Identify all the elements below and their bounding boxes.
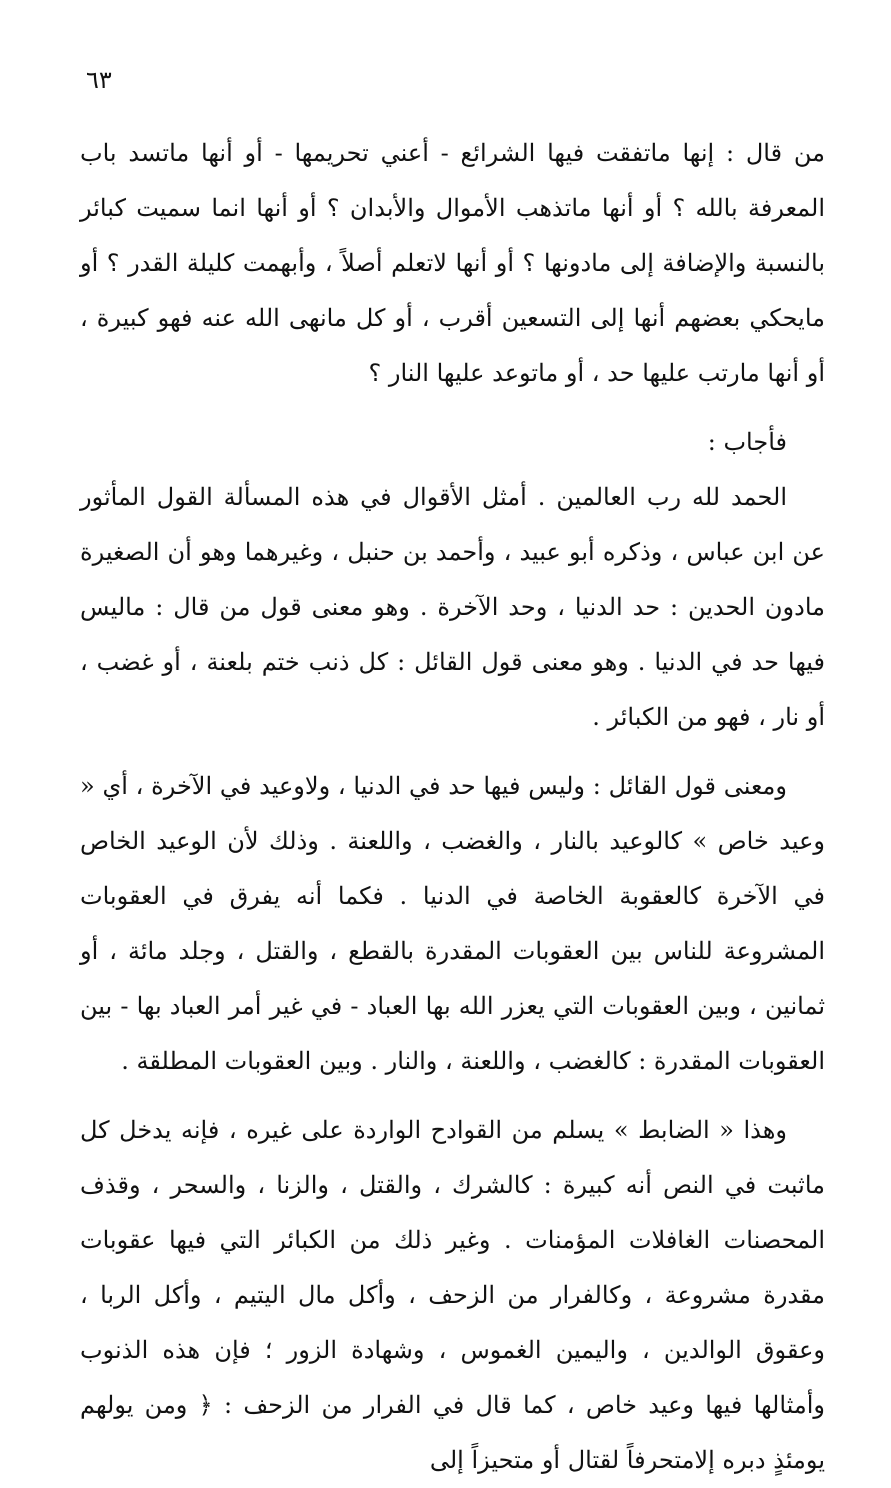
question-paragraph: من قال : إنها ماتفقت فيها الشرائع - أعني تحريمها - أو أنها ماتسد باب المعرفة بالله ؟ أو أنها ماتذهب الأموال والأبدان ؟ أو أنها انما سميت كبائر بالنسبة والإضافة إلى مادونها ؟ أو أنها لاتعلم أصلاً ، وأبهمت كليلة القدر ؟ أو مايحكي بعضهم أنها إلى التسعين أقرب ، أو كل مانهى الله عنه فهو كبيرة ، أو أنها مارتب عليها حد ، أو ماتوعد عليها النار ؟ bbox=[80, 139, 825, 387]
answer-heading: فأجاب : bbox=[707, 428, 787, 456]
page-number: ٦٣ bbox=[86, 66, 112, 94]
answer-paragraph-2: ومعنى قول القائل : وليس فيها حد في الدنيا ، ولاوعيد في الآخرة ، أي « وعيد خاص » كالوعيد بالنار ، والغضب ، واللعنة . وذلك لأن الوعيد الخاص في الآخرة كالعقوبة الخاصة في الدنيا . فكما أنه يفرق في العقوبات المشروعة للناس بين العقوبات المقدرة بالقطع ، والقتل ، وجلد مائة ، أو ثمانين ، وبين العقوبات التي يعزر الله بها العباد - في غير أمر العباد بها - بين العقوبات المقدرة : كالغضب ، واللعنة ، والنار . وبين العقوبات المطلقة . bbox=[80, 772, 825, 1075]
page-body bbox=[80, 126, 825, 1488]
answer-paragraph-1: الحمد لله رب العالمين . أمثل الأقوال في هذه المسألة القول المأثور عن ابن عباس ، وذكره أبو عبيد ، وأحمد بن حنبل ، وغيرهما وهو أن الصغيرة مادون الحدين : حد الدنيا ، وحد الآخرة . وهو معنى قول من قال : ماليس فيها حد في الدنيا . وهو معنى قول القائل : كل ذنب ختم بلعنة ، أو غضب ، أو نار ، فهو من الكبائر . bbox=[80, 483, 825, 731]
answer-paragraph-3: وهذا « الضابط » يسلم من القوادح الواردة على غيره ، فإنه يدخل كل ماثبت في النص أنه كبيرة : كالشرك ، والقتل ، والزنا ، والسحر ، وقذف المحصنات الغافلات المؤمنات . وغير ذلك من الكبائر التي فيها عقوبات مقدرة مشروعة ، وكالفرار من الزحف ، وأكل مال اليتيم ، وأكل الربا ، وعقوق الوالدين ، واليمين الغموس ، وشهادة الزور ؛ فإن هذه الذنوب وأمثالها فيها وعيد خاص ، كما قال في الفرار من الزحف : ﴿ ومن يولهم يومئذٍ دبره إلامتحرفاً لقتال أو متحيزاً إلى bbox=[80, 1116, 825, 1474]
